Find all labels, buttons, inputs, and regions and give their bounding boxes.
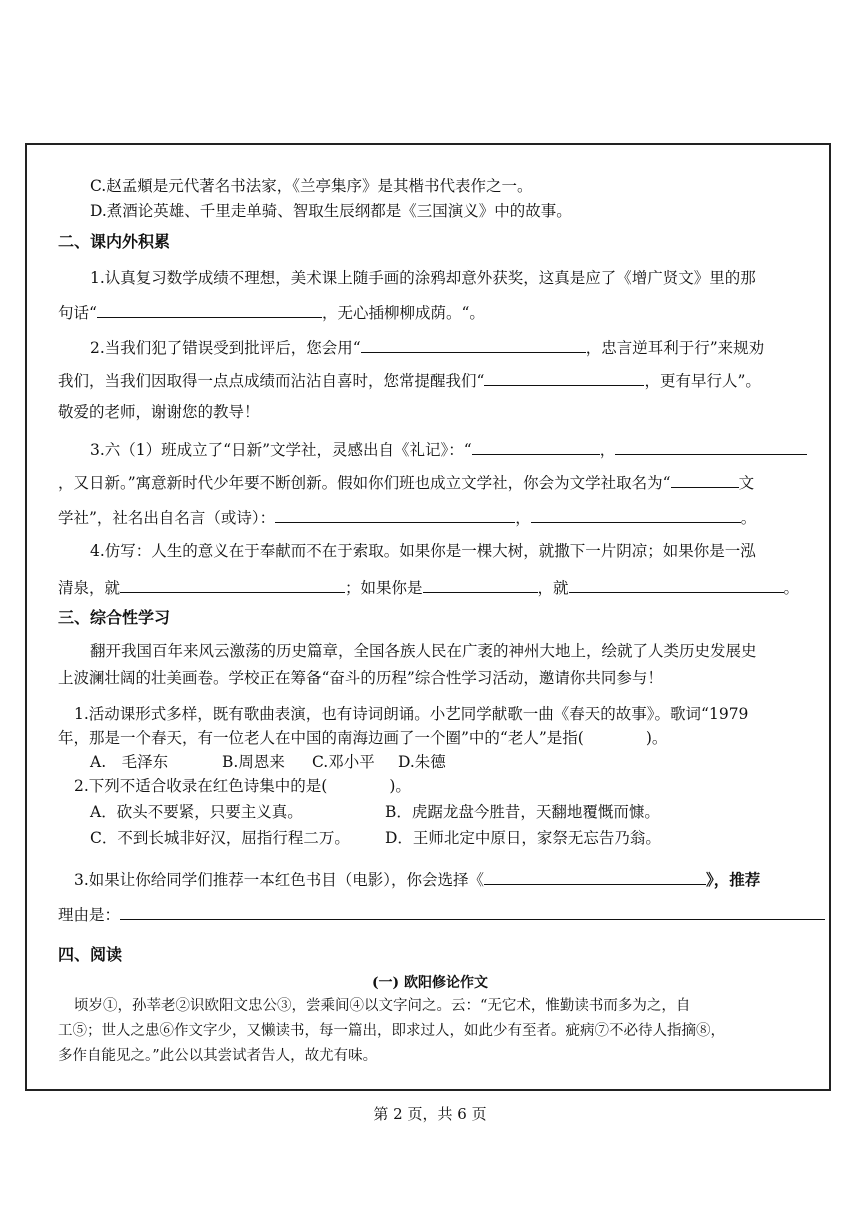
s2-q2-line2-prefix: 我们，当我们因取得一点点成绩而沾沾自喜时，您常提醒我们“ (58, 372, 485, 390)
section-four-heading: 四、阅读 (58, 945, 123, 964)
s3-q1-line1: 1.活动课形式多样，既有歌曲表演，也有诗词朗诵。小艺同学献歌一曲《春天的故事》。歌词“1979 (74, 705, 749, 723)
s3-q1-option-b[interactable]: B.周恩来 (222, 753, 285, 771)
s3-q3-line1 (74, 868, 760, 890)
s3-q2-option-a[interactable]: A．砍头不要紧，只要主义真。 (90, 803, 303, 821)
s2-q2-line2-suffix: ，更有早行人”。 (644, 372, 761, 390)
s3-q1-option-d[interactable]: D.朱德 (398, 753, 446, 771)
s2-q4-line2 (58, 576, 799, 598)
s3-intro-line2: 上波澜壮阔的壮美画卷。学校正在筹备“奋斗的历程”综合性学习活动，邀请你共同参与！ (58, 669, 663, 687)
s2-q3-quote-blank-1[interactable] (275, 506, 515, 523)
s2-q2-prefix: 2.当我们犯了错误受到批评后，您会用“ (90, 339, 361, 357)
s3-q3-reason-label: 理由是： (58, 906, 121, 924)
s2-q2-answer-blank-2[interactable] (484, 369, 644, 386)
s2-q3-answer-blank-2[interactable] (615, 438, 807, 455)
passage-title: (一) 欧阳修论作文 (371, 975, 489, 991)
s3-q1-option-c[interactable]: C.邓小平 (312, 753, 375, 771)
s2-q3-club-name-blank[interactable] (671, 471, 739, 488)
option-d: D.煮酒论英雄、千里走单骑、智取生辰纲都是《三国演义》中的故事。 (90, 202, 572, 220)
s2-q1-prefix: 句话“ (58, 304, 97, 322)
s3-q3-line2 (58, 903, 825, 925)
s3-q3-suffix: 》，推荐 (706, 870, 761, 889)
s2-q3-line3-comma: ， (515, 509, 531, 527)
s2-q3-answer-blank-1[interactable] (472, 438, 600, 455)
option-c: C.赵孟頫是元代著名书法家，《兰亭集序》是其楷书代表作之一。 (90, 177, 533, 195)
s2-q1-suffix: ，无心插柳柳成荫。“。 (321, 304, 485, 322)
s2-q1-line1: 1.认真复习数学成绩不理想，美术课上随手画的涂鸦却意外获奖，这真是应了《增广贤文》里的那 (90, 269, 756, 287)
s2-q3-line3-prefix: 学社”，社名出自名言（或诗）： (58, 509, 276, 527)
s2-q4-end: 。 (783, 579, 800, 597)
s2-q4-answer-blank-1[interactable] (120, 576, 345, 593)
s2-q4-answer-blank-2[interactable] (423, 576, 538, 593)
s3-q3-book-blank[interactable] (484, 868, 706, 885)
passage-line-2: 工⑤；世人之患⑥作文字少，又懒读书，每一篇出，即求过人，如此少有至者。疵病⑦不必待人指摘⑧， (58, 1023, 725, 1039)
s3-q1-line2: 年，那是一个春天，有一位老人在中国的南海边画了一个圈”中的“老人”是指( )。 (58, 729, 668, 747)
s2-q4-answer-blank-3[interactable] (569, 576, 784, 593)
s2-q3-line2-text: ，又日新。”寓意新时代少年要不断创新。假如你们班也成立文学社，你会为文学社取名为“ (58, 474, 671, 492)
passage-line-1: 顷岁①，孙莘老②识欧阳文忠公③，尝乘间④以文字问之。云：“无它术，惟勤读书而多为之，自 (74, 998, 691, 1014)
s2-q4-line1: 4.仿写：人生的意义在于奉献而不在于索取。如果你是一棵大树，就撒下一片阴凉；如果你是一泓 (90, 542, 756, 560)
s2-q4-mid2: ，就 (537, 579, 569, 597)
s2-q2-line3: 敬爱的老师，谢谢您的教导！ (58, 403, 260, 421)
s2-q3-comma: ， (599, 441, 616, 459)
s3-q1-option-a[interactable]: A. 毛泽东 (90, 753, 169, 771)
s3-q2-line: 2.下列不适合收录在红色诗集中的是( )。 (74, 777, 411, 795)
s2-q2-answer-blank-1[interactable] (361, 336, 586, 353)
passage-line-3: 多作自能见之。”此公以其尝试者告人，故尤有味。 (58, 1048, 378, 1064)
s3-q2-option-b[interactable]: B．虎踞龙盘今胜昔，天翻地覆慨而慷。 (385, 803, 660, 821)
s2-q1-line2 (58, 301, 485, 323)
s3-intro-line1: 翻开我国百年来风云激荡的历史篇章，全国各族人民在广袤的神州大地上，绘就了人类历史发展史 (90, 642, 757, 660)
page-number: 第 2 页，共 6 页 (373, 1105, 487, 1123)
s2-q2-line1 (90, 336, 764, 358)
s2-q3-prefix: 3.六（1）班成立了“日新”文学社，灵感出自《礼记》：“ (90, 441, 472, 459)
s2-q3-line2-end: 文 (738, 474, 755, 492)
s2-q3-line2 (58, 471, 754, 493)
s2-q4-prefix: 清泉，就 (58, 579, 121, 597)
s2-q2-line2 (58, 369, 761, 391)
s3-q3-reason-blank[interactable] (120, 903, 825, 920)
s2-q3-line1 (90, 438, 807, 460)
s2-q2-suffix: ，忠言逆耳利于行”来规劝 (585, 339, 765, 357)
s3-q2-option-c[interactable]: C．不到长城非好汉，屈指行程二万。 (90, 829, 350, 847)
s3-q3-prefix: 3.如果让你给同学们推荐一本红色书目（电影），你会选择《 (74, 871, 485, 889)
s2-q4-mid: ；如果你是 (345, 579, 423, 597)
s2-q3-quote-blank-2[interactable] (531, 506, 741, 523)
s3-q2-option-d[interactable]: D．王师北定中原日，家祭无忘告乃翁。 (385, 829, 661, 847)
section-three-heading: 三、综合性学习 (58, 608, 171, 627)
s2-q3-line3 (58, 506, 756, 528)
s2-q3-line3-end: 。 (740, 509, 757, 527)
section-two-heading: 二、课内外积累 (58, 232, 171, 251)
s2-q1-answer-blank[interactable] (97, 301, 322, 318)
